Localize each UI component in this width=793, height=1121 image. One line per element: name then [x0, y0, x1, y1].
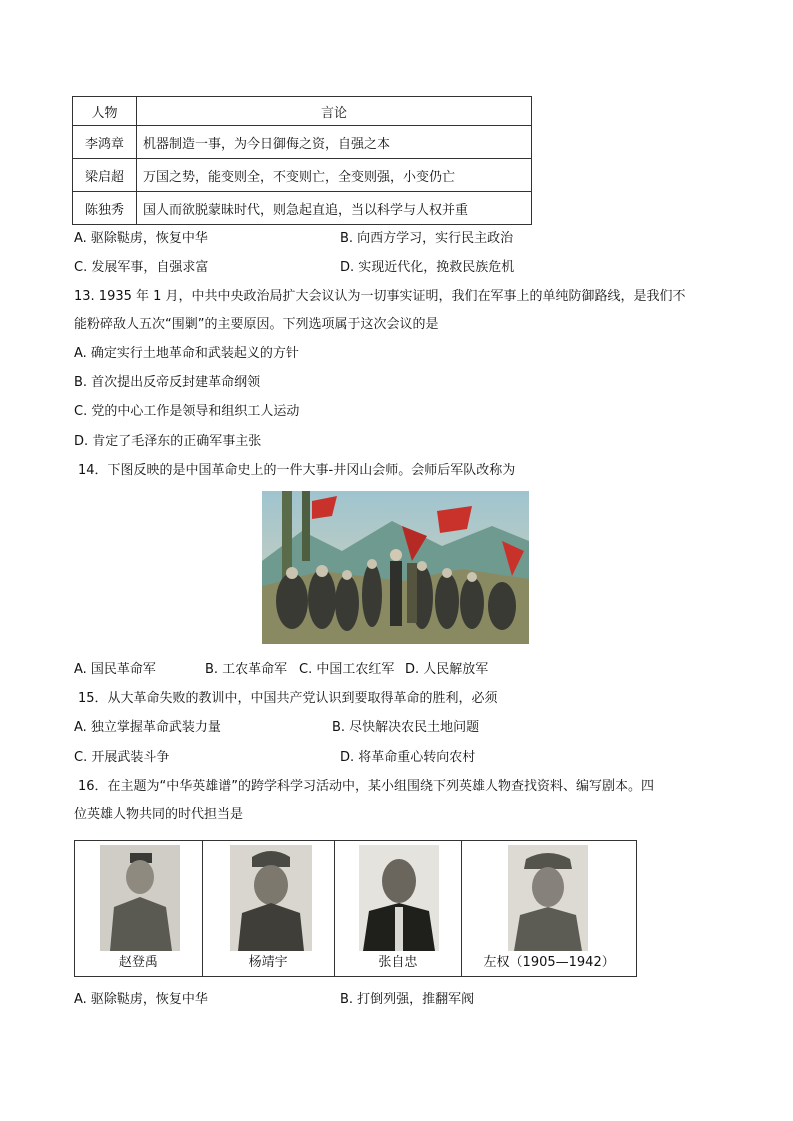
q13-stem-line1: 13. 1935 年 1 月，中共中央政治局扩大会议认为一切事实证明，我们在军事上的单纯防御路线，是我们不 — [74, 289, 686, 304]
header-person: 人物 — [73, 97, 137, 126]
q14-option-c[interactable]: C. 中国工农红军 — [299, 662, 395, 677]
q14-option-a[interactable]: A. 国民革命军 — [74, 662, 156, 677]
quote-cell: 万国之势，能变则全，不变则亡，全变则强，小变仍亡 — [137, 159, 532, 192]
q15-option-b[interactable]: B. 尽快解决农民土地问题 — [332, 720, 480, 735]
hero-zuo-quan — [462, 841, 636, 976]
q16-stem-line2: 位英雄人物共同的时代担当是 — [74, 807, 244, 822]
q15-option-d[interactable]: D. 将革命重心转向农村 — [340, 750, 476, 765]
portrait-photo — [359, 845, 439, 951]
hero-caption: 赵登禹 — [118, 955, 158, 970]
q16-option-a[interactable]: A. 驱除鞑虏，恢复中华 — [74, 992, 208, 1007]
table-row — [73, 192, 532, 225]
jinggangshan-meeting-painting — [262, 491, 529, 644]
hero-yang-jingyu — [203, 841, 335, 976]
person-cell: 梁启超 — [73, 159, 137, 192]
q16-option-b[interactable]: B. 打倒列强，推翻军阀 — [340, 992, 475, 1007]
hero-caption: 杨靖宇 — [248, 955, 288, 970]
q15-option-c[interactable]: C. 开展武装斗争 — [74, 750, 170, 765]
portrait-photo — [508, 845, 588, 951]
q15-stem: 15．从大革命失败的教训中，中国共产党认识到要取得革命的胜利，必须 — [78, 691, 498, 706]
q16-stem-line1: 16．在主题为“中华英雄谱”的跨学科学习活动中，某小组围绕下列英雄人物查找资料、编写剧本。四 — [78, 779, 655, 794]
hero-caption: 左权（1905—1942） — [483, 955, 615, 970]
table-row — [73, 126, 532, 159]
q15-option-a[interactable]: A. 独立掌握革命武装力量 — [74, 720, 221, 735]
q12-option-a[interactable]: A. 驱除鞑虏，恢复中华 — [74, 231, 208, 246]
heroes-photo-strip — [74, 840, 637, 977]
quote-cell: 机器制造一事，为今日御侮之资，自强之本 — [137, 126, 532, 159]
q14-option-d[interactable]: D. 人民解放军 — [405, 662, 489, 677]
q12-option-c[interactable]: C. 发展军事，自强求富 — [74, 260, 209, 275]
hero-caption: 张自忠 — [378, 955, 418, 970]
portrait-photo — [100, 845, 180, 951]
q14-stem: 14．下图反映的是中国革命史上的一件大事-井冈山会师。会师后军队改称为 — [78, 463, 516, 478]
hero-zhao-dengyu — [75, 841, 203, 976]
q13-option-c[interactable]: C. 党的中心工作是领导和组织工人运动 — [74, 404, 300, 419]
person-cell: 李鸿章 — [73, 126, 137, 159]
portrait-photo — [230, 845, 312, 951]
q13-stem-line2: 能粉碎敌人五次“围剿”的主要原因。下列选项属于这次会议的是 — [74, 317, 439, 332]
q12-option-d[interactable]: D. 实现近代化，挽救民族危机 — [340, 260, 515, 275]
q12-option-b[interactable]: B. 向西方学习，实行民主政治 — [340, 231, 514, 246]
table-row — [73, 159, 532, 192]
quote-cell: 国人而欲脱蒙昧时代，则急起直追，当以科学与人权并重 — [137, 192, 532, 225]
q14-option-b[interactable]: B. 工农革命军 — [205, 662, 288, 677]
person-cell: 陈独秀 — [73, 192, 137, 225]
table-header-row — [73, 97, 532, 126]
q13-option-d[interactable]: D. 肯定了毛泽东的正确军事主张 — [74, 434, 262, 449]
q13-option-b[interactable]: B. 首次提出反帝反封建革命纲领 — [74, 375, 261, 390]
q13-option-a[interactable]: A. 确定实行土地革命和武装起义的方针 — [74, 346, 299, 361]
hero-zhang-zizhong — [335, 841, 463, 976]
header-quote: 言论 — [137, 97, 532, 126]
quotes-table — [72, 96, 532, 225]
